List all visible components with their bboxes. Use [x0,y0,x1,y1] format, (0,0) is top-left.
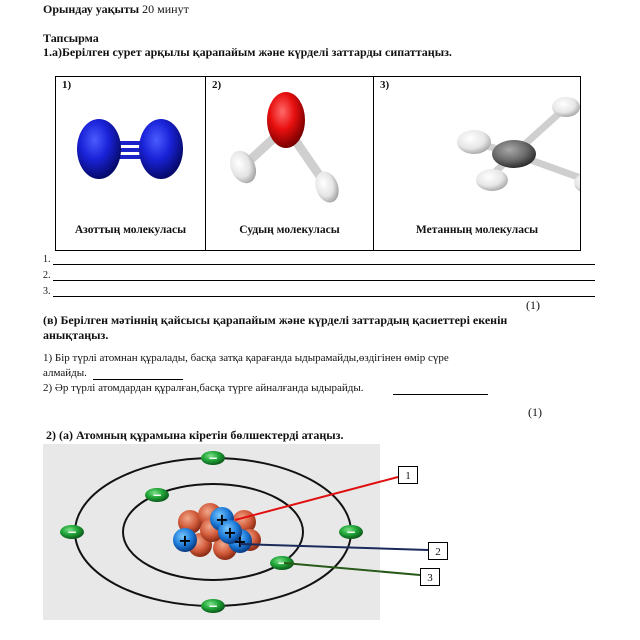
answer-number: 3. [43,286,51,297]
question-1b: (в) Берілген мәтіннің қайсысы қарапайым және күрделі заттардың қасиеттері екенін [43,313,508,327]
electron-sign: − [207,599,219,613]
proton-sign: + [233,532,247,551]
electron-sign: − [151,488,163,502]
label-box-2[interactable]: 2 [428,542,448,560]
statement-2-text: 2) Әр түрлі атомдардан құралған,басқа түрге айналғанда ыдырайды. [43,382,364,394]
label-box-1[interactable]: 1 [398,466,418,484]
pointer-line-3 [284,563,420,575]
question-2a: 2) (а) Атомның құрамына кіретін бөлшектерді атаңыз. [46,428,344,442]
pointer-line-2 [240,544,428,550]
molecule-caption: Метанның молекуласы [415,224,539,236]
answer-number: 2. [43,270,51,281]
molecule-number: 3) [380,79,390,91]
score-1: (1) [526,298,540,312]
molecule-number: 1) [62,79,72,91]
answer-number: 1. [43,254,51,265]
molecule-number: 2) [212,79,222,91]
proton-sign: + [223,523,237,542]
question-1a: 1.а)Берілген сурет арқылы қарапайым және күрделі заттарды сипаттаңыз. [43,45,452,59]
statement-1: 1) Бір түрлі атомнан құралады, басқа затқа қарағанда ыдырамайды,өздігінен өмір сүре [43,352,449,364]
proton-sign: + [178,531,192,550]
label-box-3[interactable]: 3 [420,568,440,586]
time-label: Орындау уақыты [43,2,140,16]
electron-sign: − [345,525,357,539]
molecule-caption: Судың молекуласы [239,224,340,236]
proton-sign: + [215,510,229,529]
electron-sign: − [276,556,288,570]
time-value: 20 минут [142,2,189,16]
electron-sign: − [66,525,78,539]
electron-sign: − [207,451,219,465]
molecule-caption: Азоттың молекуласы [74,224,187,236]
score-2: (1) [528,405,542,419]
statement-1-end: алмайды. [43,367,87,379]
task-title: Тапсырма [43,31,99,45]
question-1b-cont: анықтаңыз. [43,328,109,342]
